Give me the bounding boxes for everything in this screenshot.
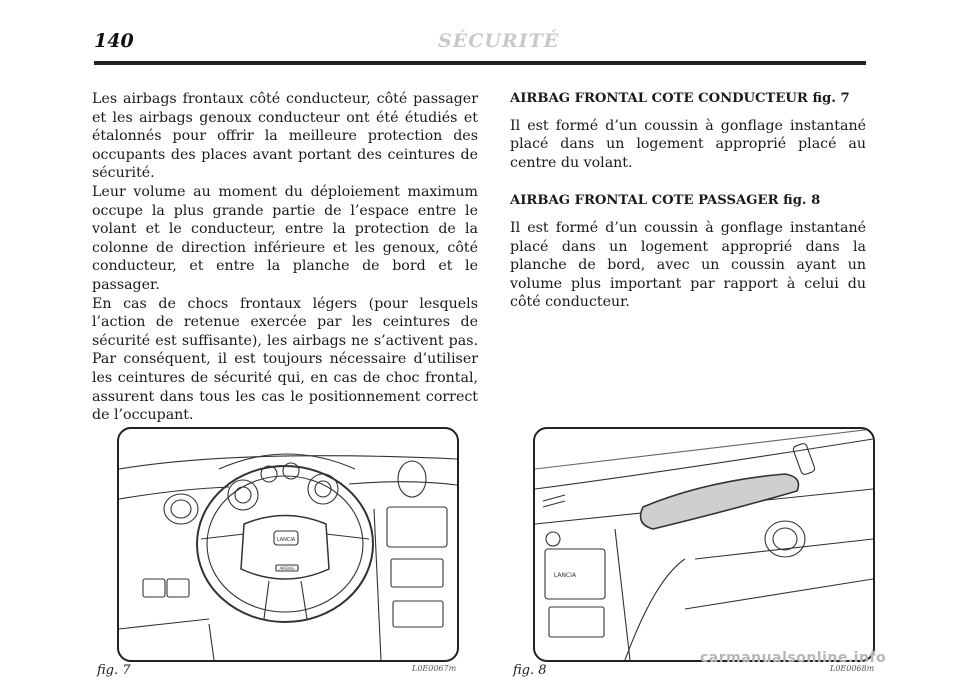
page-number: 140 bbox=[94, 30, 134, 52]
driver-airbag-text: Il est formé d’un coussin à gonflage instantané placé dans un logement approprié placé au centre du volant. bbox=[510, 117, 866, 171]
header-rule bbox=[94, 61, 866, 65]
figure-8-code: L0E0068m bbox=[830, 664, 875, 673]
dashboard-badge: LANCIA bbox=[553, 572, 577, 579]
passenger-dashboard-illustration bbox=[535, 429, 873, 660]
steering-wheel-illustration bbox=[119, 429, 457, 660]
paragraph-3: En cas de chocs frontaux légers (pour lesquels l’action de retenue exercée par les ceintures de sécurité est suffisante), les airbags ne s’activent pas. Par conséquent, il est toujours nécessaire d’utiliser les ceintures de sécurité qui, en cas de choc frontal, assurent dans tous les cas le positionnement correct de l’occupant. bbox=[92, 295, 478, 424]
figure-7-caption: fig. 7 bbox=[97, 663, 131, 678]
wheel-badge-label: LANCIA bbox=[276, 537, 296, 543]
figure-7-steering-wheel bbox=[117, 427, 459, 662]
airbag-label: AIRBAG bbox=[279, 566, 295, 571]
right-column bbox=[510, 90, 866, 312]
figure-8-caption: fig. 8 bbox=[513, 663, 547, 678]
section-title: SÉCURITÉ bbox=[438, 30, 560, 52]
paragraph-1: Les airbags frontaux côté conducteur, côté passager et les airbags genoux conducteur ont été étudiés et étalonnés pour offrir la meilleure protection des occupants des places avant portant des ceintures de sécurité. bbox=[92, 91, 478, 182]
left-column bbox=[92, 90, 478, 425]
paragraph-2: Leur volume au moment du déploiement maximum occupe la plus grande partie de l’espace entre le volant et le conducteur, entre la protection de la colonne de direction inférieure et les genoux, côté conducteur, et entre la planche de bord et le passager. bbox=[92, 183, 478, 293]
passenger-airbag-heading: AIRBAG FRONTAL COTE PASSAGER fig. 8 bbox=[510, 193, 821, 209]
driver-airbag-heading: AIRBAG FRONTAL COTE CONDUCTEUR fig. 7 bbox=[510, 91, 850, 106]
figure-8-passenger-dashboard bbox=[533, 427, 875, 662]
watermark: carmanualsonline.info bbox=[700, 650, 887, 666]
figure-7-code: L0E0067m bbox=[412, 664, 457, 673]
passenger-airbag-text: Il est formé d’un coussin à gonflage instantané placé dans un logement approprié dans la planche de bord, avec un coussin ayant un volume plus important par rapport à celui du côté conducteur. bbox=[510, 219, 866, 311]
